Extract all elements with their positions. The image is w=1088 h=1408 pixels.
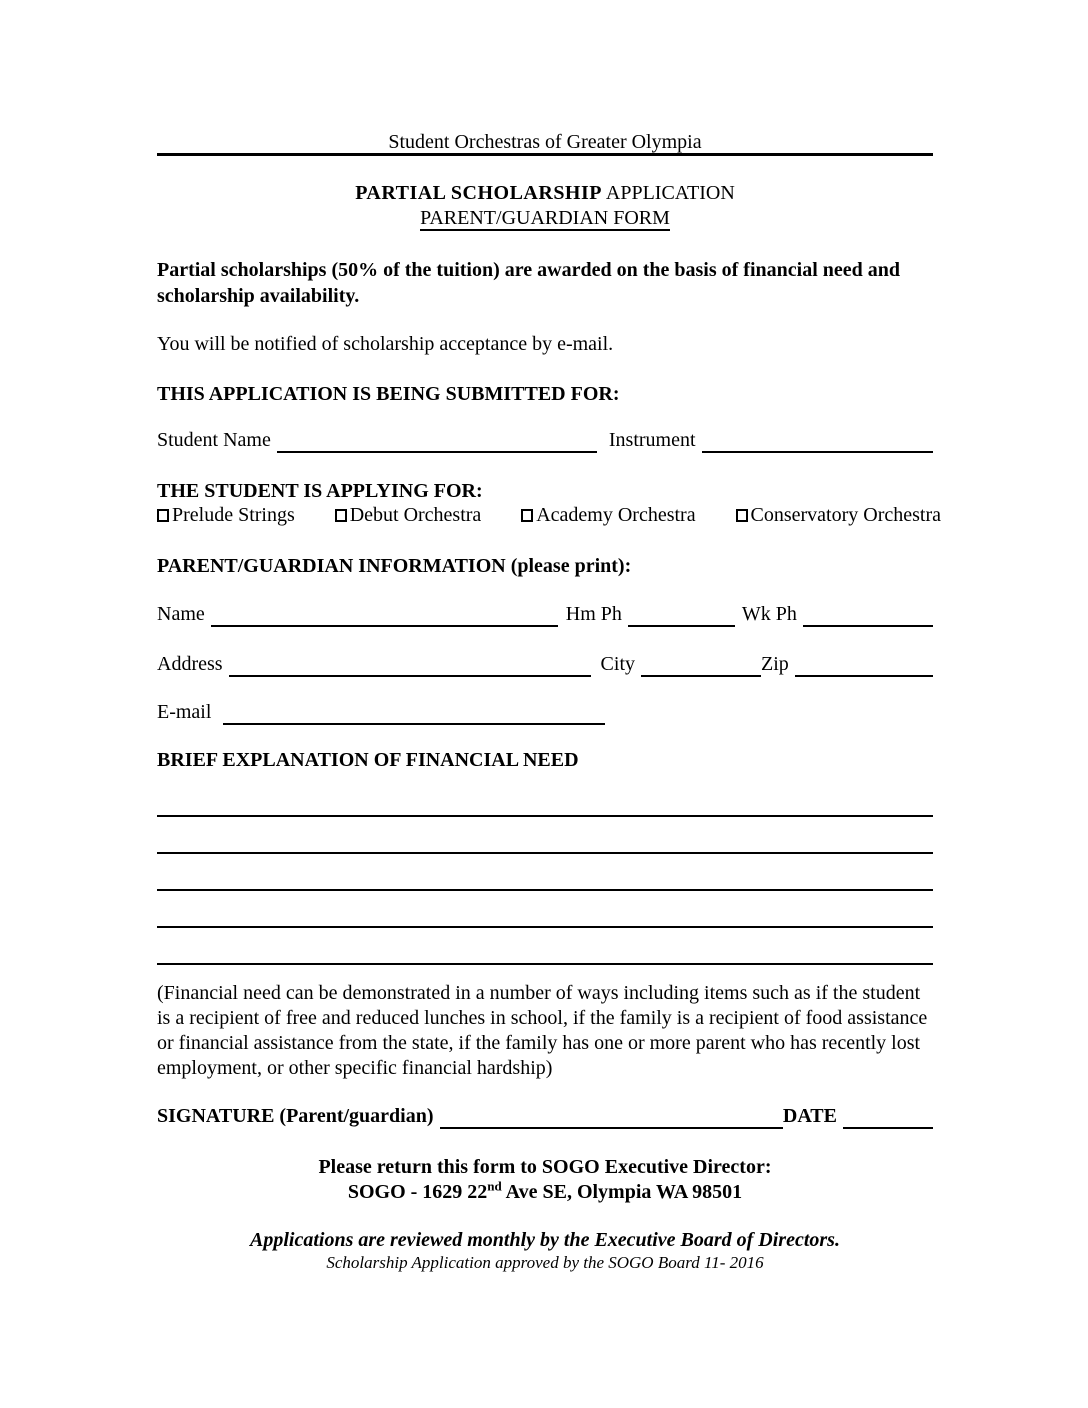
hm-ph-label: Hm Ph <box>565 603 622 625</box>
approval-note: Scholarship Application approved by the SOGO Board 11- 2016 <box>326 1253 764 1272</box>
instrument-label: Instrument <box>608 429 696 451</box>
document-header <box>157 131 933 156</box>
form-content <box>157 0 941 1274</box>
signature-row <box>157 1103 933 1129</box>
instrument-input-line[interactable] <box>702 429 933 453</box>
student-name-label: Student Name <box>157 429 271 451</box>
prelude-strings-label: Prelude Strings <box>172 504 295 526</box>
mailing-address: SOGO - 1629 22nd Ave SE, Olympia WA 98501 <box>347 1178 743 1203</box>
academy-orchestra-label: Academy Orchestra <box>536 504 696 526</box>
submitted-for-heading: THIS APPLICATION IS BEING SUBMITTED FOR: <box>157 383 620 405</box>
orchestra-options-row <box>157 503 941 527</box>
explanation-line-1[interactable] <box>157 780 933 817</box>
parent-name-row <box>157 601 933 627</box>
conservatory-orchestra-checkbox[interactable] <box>736 509 748 522</box>
address-input-line[interactable] <box>229 653 591 677</box>
option-academy-orchestra <box>521 503 695 527</box>
signature-input-line[interactable] <box>440 1105 783 1129</box>
academy-orchestra-checkbox[interactable] <box>521 509 533 522</box>
return-instruction-line: Please return this form to SOGO Executive Director: <box>318 1156 772 1178</box>
name-input-line[interactable] <box>211 603 558 627</box>
parent-info-heading: PARENT/GUARDIAN INFORMATION (please print): <box>157 555 632 577</box>
student-name-input-line[interactable] <box>277 429 597 453</box>
conservatory-orchestra-label: Conservatory Orchestra <box>750 504 941 526</box>
signature-label: SIGNATURE (Parent/guardian) <box>157 1105 434 1127</box>
financial-need-note: (Financial need can be demonstrated in a number of ways including items such as if the student is a recipient of free and reduced lunches in school, if the family is a recipient of food assistance or financial assistance from the state, if the family has one or more parent who has recently lost employment, or other specific financial hardship) <box>157 982 928 1079</box>
form-title <box>157 181 933 206</box>
wk-ph-label: Wk Ph <box>741 603 797 625</box>
email-input-line[interactable] <box>223 701 605 725</box>
explanation-write-area <box>157 780 933 965</box>
form-title-rest: APPLICATION <box>602 182 735 204</box>
applying-for-heading: THE STUDENT IS APPLYING FOR: <box>157 480 483 502</box>
explanation-line-4[interactable] <box>157 891 933 928</box>
ordinal-superscript: nd <box>487 1178 502 1194</box>
option-debut-orchestra <box>335 503 482 527</box>
debut-orchestra-label: Debut Orchestra <box>349 504 482 526</box>
title-block <box>157 181 933 231</box>
city-input-line[interactable] <box>641 653 761 677</box>
explanation-line-5[interactable] <box>157 928 933 965</box>
address-label: Address <box>157 653 223 675</box>
zip-label: Zip <box>761 653 789 675</box>
debut-orchestra-checkbox[interactable] <box>335 509 347 522</box>
notify-paragraph: You will be notified of scholarship acceptance by e-mail. <box>157 333 614 355</box>
financial-need-heading: BRIEF EXPLANATION OF FINANCIAL NEED <box>157 749 579 771</box>
org-name: Student Orchestras of Greater Olympia <box>388 131 702 153</box>
form-subtitle: PARENT/GUARDIAN FORM <box>420 207 670 229</box>
option-prelude-strings <box>157 503 295 527</box>
intro-paragraph: Partial scholarships (50% of the tuition) are awarded on the basis of financial need and scholarship availability. <box>157 259 900 307</box>
student-row <box>157 427 933 453</box>
form-title-bold: PARTIAL SCHOLARSHIP <box>355 182 602 204</box>
explanation-line-3[interactable] <box>157 854 933 891</box>
return-instructions <box>157 1155 933 1205</box>
city-label: City <box>600 653 635 675</box>
name-label: Name <box>157 603 205 625</box>
date-input-line[interactable] <box>843 1105 933 1129</box>
explanation-line-2[interactable] <box>157 817 933 854</box>
email-label: E-mail <box>157 701 212 723</box>
wk-ph-input-line[interactable] <box>803 603 933 627</box>
date-label: DATE <box>782 1105 837 1127</box>
option-conservatory-orchestra <box>736 503 942 527</box>
zip-input-line[interactable] <box>795 653 933 677</box>
address-row <box>157 651 933 677</box>
hm-ph-input-line[interactable] <box>628 603 735 627</box>
prelude-strings-checkbox[interactable] <box>157 509 169 522</box>
review-note: Applications are reviewed monthly by the Executive Board of Directors. <box>250 1229 840 1251</box>
email-row <box>157 699 933 725</box>
